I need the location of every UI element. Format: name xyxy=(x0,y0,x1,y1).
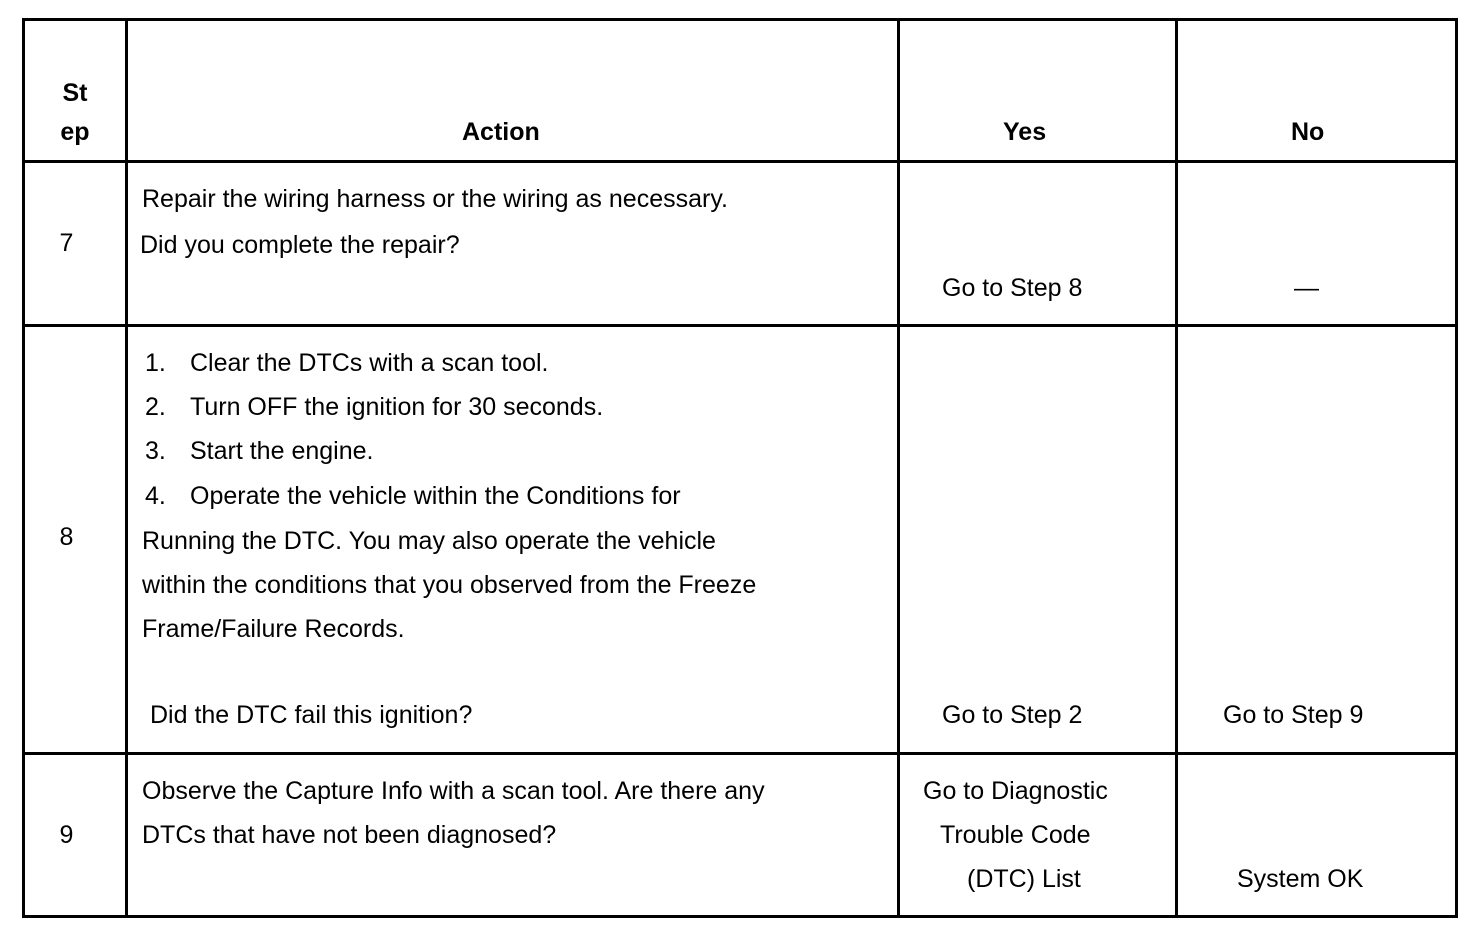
no-result: Go to Step 9 xyxy=(1223,701,1364,729)
yes-result: Trouble Code xyxy=(940,821,1091,849)
list-item-number: 3. xyxy=(145,437,166,465)
list-item-text: Start the engine. xyxy=(190,437,374,465)
header-action: Action xyxy=(462,118,540,146)
action-text: Did you complete the repair? xyxy=(140,231,460,259)
header-step-line2: ep xyxy=(60,118,90,146)
step-number: 9 xyxy=(59,821,74,849)
yes-result: (DTC) List xyxy=(967,865,1081,893)
no-result: System OK xyxy=(1237,865,1364,893)
action-text: Running the DTC. You may also operate the vehicle xyxy=(142,527,716,555)
header-step-line1: St xyxy=(62,79,88,107)
row-divider xyxy=(25,752,1455,755)
header-no: No xyxy=(1291,118,1325,146)
list-item-number: 2. xyxy=(145,393,166,421)
list-item-number: 1. xyxy=(145,349,166,377)
list-item-text: Turn OFF the ignition for 30 seconds. xyxy=(190,393,604,421)
column-divider xyxy=(125,21,128,915)
list-item-number: 4. xyxy=(145,482,166,510)
step-number: 7 xyxy=(59,229,74,257)
action-text: Observe the Capture Info with a scan tool. Are there any xyxy=(142,777,765,805)
row-divider xyxy=(25,160,1455,163)
yes-result: Go to Step 2 xyxy=(942,701,1083,729)
action-text: DTCs that have not been diagnosed? xyxy=(142,821,557,849)
column-divider xyxy=(897,21,900,915)
column-divider xyxy=(1175,21,1178,915)
action-text: Frame/Failure Records. xyxy=(142,615,405,643)
action-text: within the conditions that you observed from the Freeze xyxy=(142,571,757,599)
yes-result: Go to Step 8 xyxy=(942,274,1083,302)
action-text: Repair the wiring harness or the wiring as necessary. xyxy=(142,185,728,213)
list-item-text: Clear the DTCs with a scan tool. xyxy=(190,349,549,377)
yes-result: Go to Diagnostic xyxy=(923,777,1108,805)
row-divider xyxy=(25,324,1455,327)
no-result: — xyxy=(1294,274,1319,302)
action-question: Did the DTC fail this ignition? xyxy=(150,701,473,729)
step-number: 8 xyxy=(59,523,74,551)
list-item-text: Operate the vehicle within the Conditions for xyxy=(190,482,681,510)
header-yes: Yes xyxy=(1003,118,1047,146)
